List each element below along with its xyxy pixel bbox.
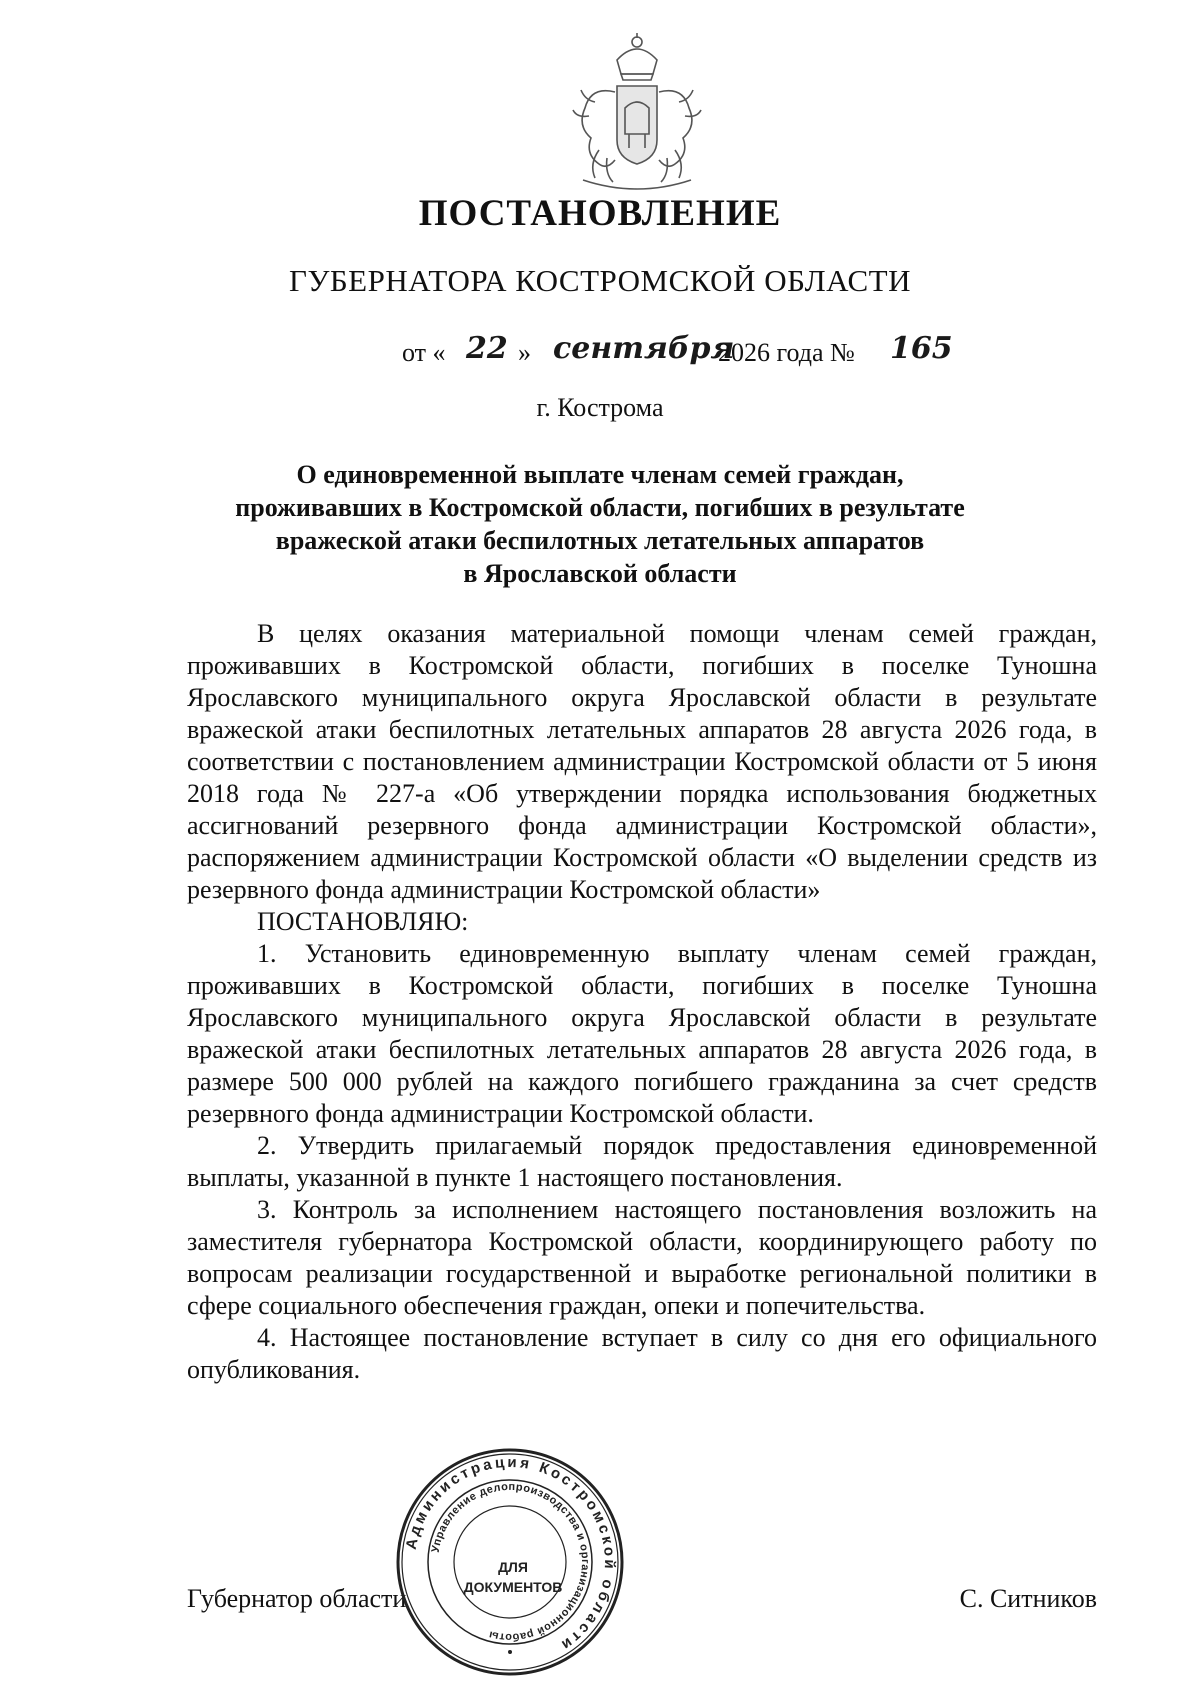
decree-item: 2. Утвердить прилагаемый порядок предоставления единовременной выплаты, указанной в пункте 1 настоящего постановления. bbox=[187, 1131, 1097, 1192]
decree-word: ПОСТАНОВЛЯЮ: bbox=[257, 907, 469, 936]
title-line: проживавших в Костромской области, погибших в результате bbox=[235, 493, 965, 522]
decree-item: 1. Установить единовременную выплату членам семей граждан, проживавших в Костромской области, погибших в поселке Туношна Ярославского муниципального округа Ярославской области в результате вражеской атаки беспилотных летательных аппаратов 28 августа 2026 года, в размере 500 000 рублей на каждого погибшего гражданина за счет средств резервного фонда администрации Костромской области. bbox=[187, 939, 1097, 1128]
city-line: г. Кострома bbox=[536, 393, 664, 422]
date-day-handwritten: 22 bbox=[466, 331, 508, 366]
date-month-handwritten: сентября bbox=[553, 331, 735, 366]
signatory-name: С. Ситников bbox=[959, 1584, 1097, 1613]
date-quote-close: » bbox=[518, 338, 531, 367]
stamp-center-line: ДЛЯ bbox=[498, 1559, 528, 1575]
document-type-heading: ПОСТАНОВЛЕНИЕ bbox=[418, 193, 782, 234]
preamble-paragraph: В целях оказания материальной помощи членам семей граждан, проживавших в Костромской области, погибших в поселке Туношна Ярославского муниципального округа Ярославской области в результате вражеской атаки беспилотных летательных аппаратов 28 августа 2026 года, в соответствии с постановлением администрации Костромской области от 5 июня 2018 года № 227-а «Об утверждении порядка использования бюджетных ассигнований резервного фонда администрации Костромской области», распоряжением администрации Костромской области «О выделении средств из резервного фонда администрации Костромской области» bbox=[187, 619, 1097, 904]
date-year-suffix: 2026 года № bbox=[718, 338, 855, 367]
title-line: в Ярославской области bbox=[463, 559, 737, 588]
document-number-handwritten: 165 bbox=[890, 331, 953, 366]
coat-of-arms-emblem bbox=[555, 30, 720, 200]
stamp-center-line: ДОКУМЕНТОВ bbox=[463, 1579, 563, 1595]
date-prefix: от « bbox=[402, 338, 446, 367]
stamp-inner-text: Управление делопроизводства и организационной работы bbox=[429, 1480, 592, 1644]
stamp-center-text bbox=[458, 1557, 568, 1597]
issuer-heading: ГУБЕРНАТОРА КОСТРОМСКОЙ ОБЛАСТИ bbox=[289, 263, 911, 298]
decree-item: 3. Контроль за исполнением настоящего постановления возложить на заместителя губернатора Костромской области, координирующего работу по вопросам реализации государственной и выработке региональной политики в сфере социального обеспечения граждан, опеки и попечительства. bbox=[187, 1195, 1097, 1320]
document-title bbox=[190, 458, 1010, 590]
title-line: О единовременной выплате членам семей граждан, bbox=[296, 460, 904, 489]
title-line: вражеской атаки беспилотных летательных аппаратов bbox=[275, 526, 925, 555]
document-body bbox=[187, 618, 1097, 1386]
decree-item: 4. Настоящее постановление вступает в силу со дня его официального опубликования. bbox=[187, 1323, 1097, 1384]
signatory-position: Губернатор области bbox=[187, 1584, 407, 1613]
stamp-outer-text: Администрация Костромской области bbox=[402, 1453, 619, 1655]
date-number-line bbox=[0, 328, 1200, 378]
